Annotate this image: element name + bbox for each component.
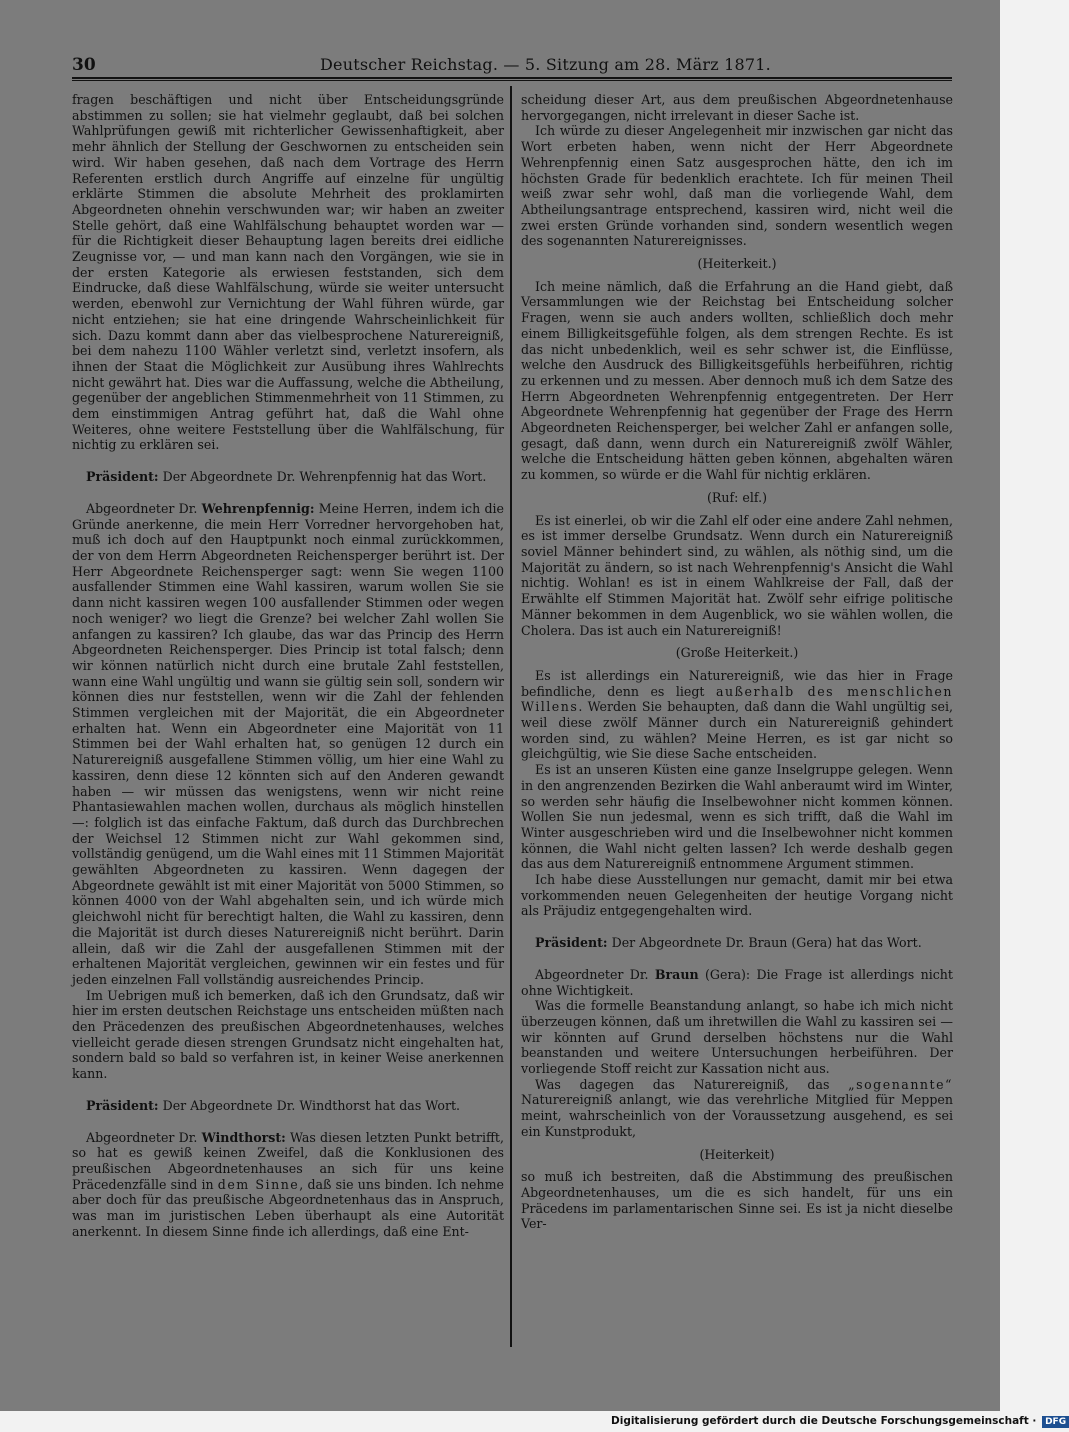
speech-text: Es ist allerdings ein Naturereigniß, wie das hier in Frage befindliche, denn es liegt (521, 667, 953, 699)
speech-text: . Werden Sie behaupten, daß dann die Wahl ungültig sei, weil diese zwölf Männer durch ein Naturereigniß gehindert worden sind, zu wählen? Meine Herren, es ist gar nicht so gleichgültig, wie Sie diese Sache entscheiden. (521, 699, 953, 762)
emphasis-spaced: „sogenannte“ (848, 1076, 953, 1092)
speech-text: (Gera): Die Frage ist allerdings nicht ohne Wichtigkeit. (521, 966, 953, 998)
reaction-note: (Heiterkeit.) (697, 256, 777, 272)
paragraph: scheidung dieser Art, aus dem preußischen Abgeordnetenhause hervorgegangen, nicht irrelevant in dieser Sache ist. (521, 92, 953, 123)
speech-text: Naturereigniß anlangt, wie das verehrliche Mitglied für Meppen meint, wahrscheinlich von der Voraussetzung ausgehend, es sei ein Kunstprodukt, (521, 1092, 953, 1139)
speech-text: Was diesen letzten Punkt betrifft, so hat es gewiß keinen Zweifel, daß die Konklusionen des preußischen Abgeordnetenhauses an sich für uns keine Präcedenzfälle sind in (72, 1129, 504, 1192)
paragraph (521, 1077, 953, 1140)
header-rule-thin (72, 80, 952, 81)
paragraph (72, 469, 504, 485)
emphasis-spaced: außerhalb des menschlichen Willens (521, 683, 953, 715)
paragraph (72, 501, 504, 988)
running-title: Deutscher Reichstag. — 5. Sitzung am 28. März 1871. (320, 55, 771, 74)
speech-text: Der Abgeordnete Dr. Braun (Gera) hat das Wort. (611, 935, 922, 951)
right-column (521, 92, 953, 1232)
column-divider (510, 86, 512, 1347)
paragraph (521, 935, 953, 951)
paragraph: Was die formelle Beanstandung anlangt, so habe ich mich nicht überzeugen können, daß um ihretwillen die Wahl zu kassiren sei — wir könnten auf Grund derselben höchstens nur die Wahl beanstanden und weitere Untersuchungen herbeiführen. Der vorliegende Stoff reicht zur Kassation nicht aus. (521, 998, 953, 1077)
speaker-name: Windthorst: (201, 1129, 286, 1145)
speech-text: Meine Herren, indem ich die Gründe anerkenne, die mein Herr Vorredner hervorgehoben hat, muß ich doch auf den Hauptpunkt noch einmal zurückkommen, der von dem Herrn Abgeordneten Reichensperger berührt ist. Der Herr Abgeordnete Reichensperger sagt: wenn Sie wegen 1100 ausfallender Stimmen eine Wahl kassiren, warum wollen Sie sie dann nicht kassiren wegen 100 ausfallender Stimmen oder wegen noch weniger? wo liegt die Grenze? bei welcher Zahl wollen Sie anfangen zu kassiren? Ich glaube, das war das Princip des Herrn Abgeordneten Reichensperger. Dies Princip ist total falsch; denn wir können natürlich nicht durch eine brutale Zahl feststellen, wann eine Wahl ungültig und wann sie gültig sein soll, sondern wir können dies nur feststellen, wenn wir die Zahl der fehlenden Stimmen vergleichen mit der Majorität, die ein Abgeordneter erhalten hat. Wenn ein Abgeordneter eine Majorität von 11 Stimmen bei der Wahl erhalten hat, so genügen 12 durch ein Naturereigniß ausgefallene Stimmen völlig, um hier eine Wahl zu kassiren, denn diese 12 könnten sich auf den Anderen gewandt haben — wir müssen das wenigstens, wenn wir nicht reine Phantasiewahlen machen wollen, durchaus als möglich hinstellen —: folglich ist das einfache Faktum, daß durch das Durchbrechen der Weichsel 12 Stimmen nicht zur Wahl gekommen sind, vollständig genügend, um die Wahl eines mit 11 Stimmen Majorität gewählten Abgeordneten zu kassiren. Wenn dagegen der Abgeordnete gewählt ist mit einer Majorität von 5000 Stimmen, so können 4000 von der Wahl abgehalten sein, und ich würde mich gleichwohl nicht für berechtigt halten, die Wahl zu kassiren, denn die Majorität ist durch dieses Naturereigniß nicht berührt. Darin allein, daß wir die Zahl der ausgefallenen Stimmen mit der erhaltenen Majorität vergleichen, gewinnen wir ein festes und für jeden einzelnen Fall vollständig ausreichendes Princip. (72, 500, 504, 987)
speaker-title: Abgeordneter Dr. (86, 500, 198, 516)
paragraph (521, 967, 953, 998)
credit-text: Digitalisierung gefördert durch die Deutsche Forschungsgemeinschaft · (611, 1415, 1037, 1427)
speaker-president: Präsident: (535, 935, 608, 951)
paragraph: Im Uebrigen muß ich bemerken, daß ich den Grundsatz, daß wir hier im ersten deutschen Reichstage uns entscheiden müßten nach den Präcedenzen des preußischen Abgeordnetenhauses, welches vielleicht gerade diesen strengen Grundsatz nicht eingehalten hat, sondern bald so bald so verfahren ist, in keiner Weise anerkennen kann. (72, 987, 504, 1082)
paragraph: Ich habe diese Ausstellungen nur gemacht, damit mir bei etwa vorkommenden neuen Gelegenheiten der heutige Vorgang nicht als Präjudiz entgegengehalten wird. (521, 872, 953, 919)
paragraph (72, 1098, 504, 1114)
speaker-president: Präsident: (86, 1097, 159, 1113)
speech-text: Der Abgeordnete Dr. Windthorst hat das Wort. (162, 1097, 461, 1113)
paragraph (72, 1130, 504, 1240)
paragraph: Es ist einerlei, ob wir die Zahl elf oder eine andere Zahl nehmen, es ist immer derselbe Grundsatz. Wenn durch ein Naturereigniß soviel Männer behindert sind, zu wählen, als nöthig sind, um die Majorität zu ändern, so ist nach Wehrenpfennig's Ansicht die Wahl nichtig. Wohlan! es ist in einem Wahlkreise der Fall, daß der Erwählte elf Stimmen Majorität hat. Zwölf sehr eifrige politische Männer bekommen in dem Augenblick, wo sie wählen wollen, die Cholera. Das ist auch ein Naturereigniß! (521, 512, 953, 638)
paragraph: fragen beschäftigen und nicht über Entscheidungsgründe abstimmen zu sollen; sie hat vielmehr geglaubt, daß bei solchen Wahlprüfungen gewiß mit richterlicher Gewissenhaftigkeit, aber mehr ähnlich der Stellung der Geschwornen zu entscheiden sein wird. Wir haben gesehen, daß nach dem Vortrage des Herrn Referenten erstlich durch Angriffe auf einzelne für ungültig erklärte Stimmen die absolute Mehrheit des proklamirten Abgeordneten ohnehin verschwunden war; wir haben an zweiter Stelle gehört, daß eine Wahlfälschung behauptet worden war — für die Richtigkeit dieser Behauptung lagen bereits drei eidliche Zeugnisse vor, — und man kann nach den Vorgängen, wie sie in der ersten Kategorie als erwiesen feststanden, sich dem Eindrucke, daß diese Wahlfälschung, würde sie weiter untersucht werden, ebenwohl zur Vernichtung der Wahl führen würde, gar nicht entziehen; sie hat eine dringende Wahrscheinlichkeit für sich. Dazu kommt dann aber das vielbesprochene Naturereigniß, bei dem nahezu 1100 Wähler verletzt sind, verletzt insofern, als ihnen der Staat die Möglichkeit zur Ausübung ihres Wahlrechts nicht gewährt hat. Dies war die Auffassung, welche die Abtheilung, gegenüber der angeblichen Stimmenmehrheit von 11 Stimmen, zu dem einstimmigen Antrag geführt hat, daß die Wahl ohne Weiteres, ohne weitere Feststellung über die Wahlfälschung, für nichtig zu erklären sei. (72, 92, 504, 453)
speaker-president: Präsident: (86, 469, 159, 485)
reaction-note: (Ruf: elf.) (706, 489, 768, 505)
reaction-note: (Große Heiterkeit.) (675, 645, 799, 661)
speech-text: Was dagegen das Naturereigniß, das (535, 1076, 830, 1092)
speaker-title: Abgeordneter Dr. (86, 1129, 198, 1145)
speech-text: , daß sie uns binden. Ich nehme aber doch für das preußische Abgeordnetenhaus das in Anspruch, was man im juristischen Leben überhaupt als eine Autorität anerkennt. In diesem Sinne finde ich allerdings, daß eine Ent- (72, 1176, 504, 1239)
reaction-note: (Heiterkeit) (699, 1146, 775, 1162)
speaker-name: Wehrenpfennig: (201, 500, 315, 516)
paragraph (521, 668, 953, 762)
paragraph: Es ist an unseren Küsten eine ganze Inselgruppe gelegen. Wenn in den angrenzenden Bezirken die Wahl anberaumt wird im Winter, so werden sehr häufig die Inselbewohner nicht kommen können. Wollen Sie nun jedesmal, wenn es sich trifft, daß die Wahl im Winter ausgeschrieben wird und die Inselbewohner nicht kommen können, die Wahl nicht gelten lassen? Ich werde deshalb gegen das aus dem Naturereigniß entnommene Argument stimmen. (521, 762, 953, 872)
speaker-name: Braun (654, 966, 699, 982)
dfg-logo: DFG (1042, 1416, 1069, 1428)
header-rule (72, 77, 952, 79)
emphasis-spaced: dem Sinne (217, 1176, 300, 1192)
digitization-credit (611, 1415, 1069, 1428)
paragraph: Ich würde zu dieser Angelegenheit mir inzwischen gar nicht das Wort erbeten haben, wenn nicht der Herr Abgeordnete Wehrenpfennig einen Satz ausgesprochen hätte, den ich im höchsten Grade für bedenklich erachtete. Ich für meinen Theil weiß zwar sehr wohl, daß man die vorliegende Wahl, dem Abtheilungsantrage entsprechend, kassiren wird, nicht weil die zwei ersten Gründe vorhanden sind, sondern wesentlich wegen des sogenannten Naturereignisses. (521, 123, 953, 249)
left-column (72, 92, 504, 1240)
page-number: 30 (72, 55, 96, 75)
paragraph: so muß ich bestreiten, daß die Abstimmung des preußischen Abgeordnetenhauses, um die es sich handelt, für uns ein Präcedens im parlamentarischen Sinne sei. Es ist ja nicht dieselbe Ver- (521, 1169, 953, 1232)
speaker-title: Abgeordneter Dr. (535, 966, 649, 982)
paragraph: Ich meine nämlich, daß die Erfahrung an die Hand giebt, daß Versammlungen wie der Reichstag bei Entscheidung solcher Fragen, wenn sie auch anders wollten, schließlich doch mehr einem Billigkeitsgefühle folgen, als dem strengen Rechte. Es ist das nicht unbedenklich, weil es sehr schwer ist, die Einflüsse, welche den Ausdruck des Billigkeitsgefühls herbeiführen, richtig zu erkennen und zu messen. Aber dennoch muß ich dem Satze des Herrn Abgeordneten Wehrenpfennig entgegentreten. Der Herr Abgeordnete Wehrenpfennig hat gegenüber der Frage des Herrn Abgeordneten Reichensperger, bei welcher Zahl er anfangen solle, gesagt, daß dann, wenn durch ein Naturereigniß zwölf Wähler, welche die Entscheidung hätten geben können, abgehalten wären zu kommen, so würde er die Wahl für nichtig erklären. (521, 278, 953, 483)
speech-text: Der Abgeordnete Dr. Wehrenpfennig hat das Wort. (162, 469, 487, 485)
page-header (72, 55, 952, 79)
